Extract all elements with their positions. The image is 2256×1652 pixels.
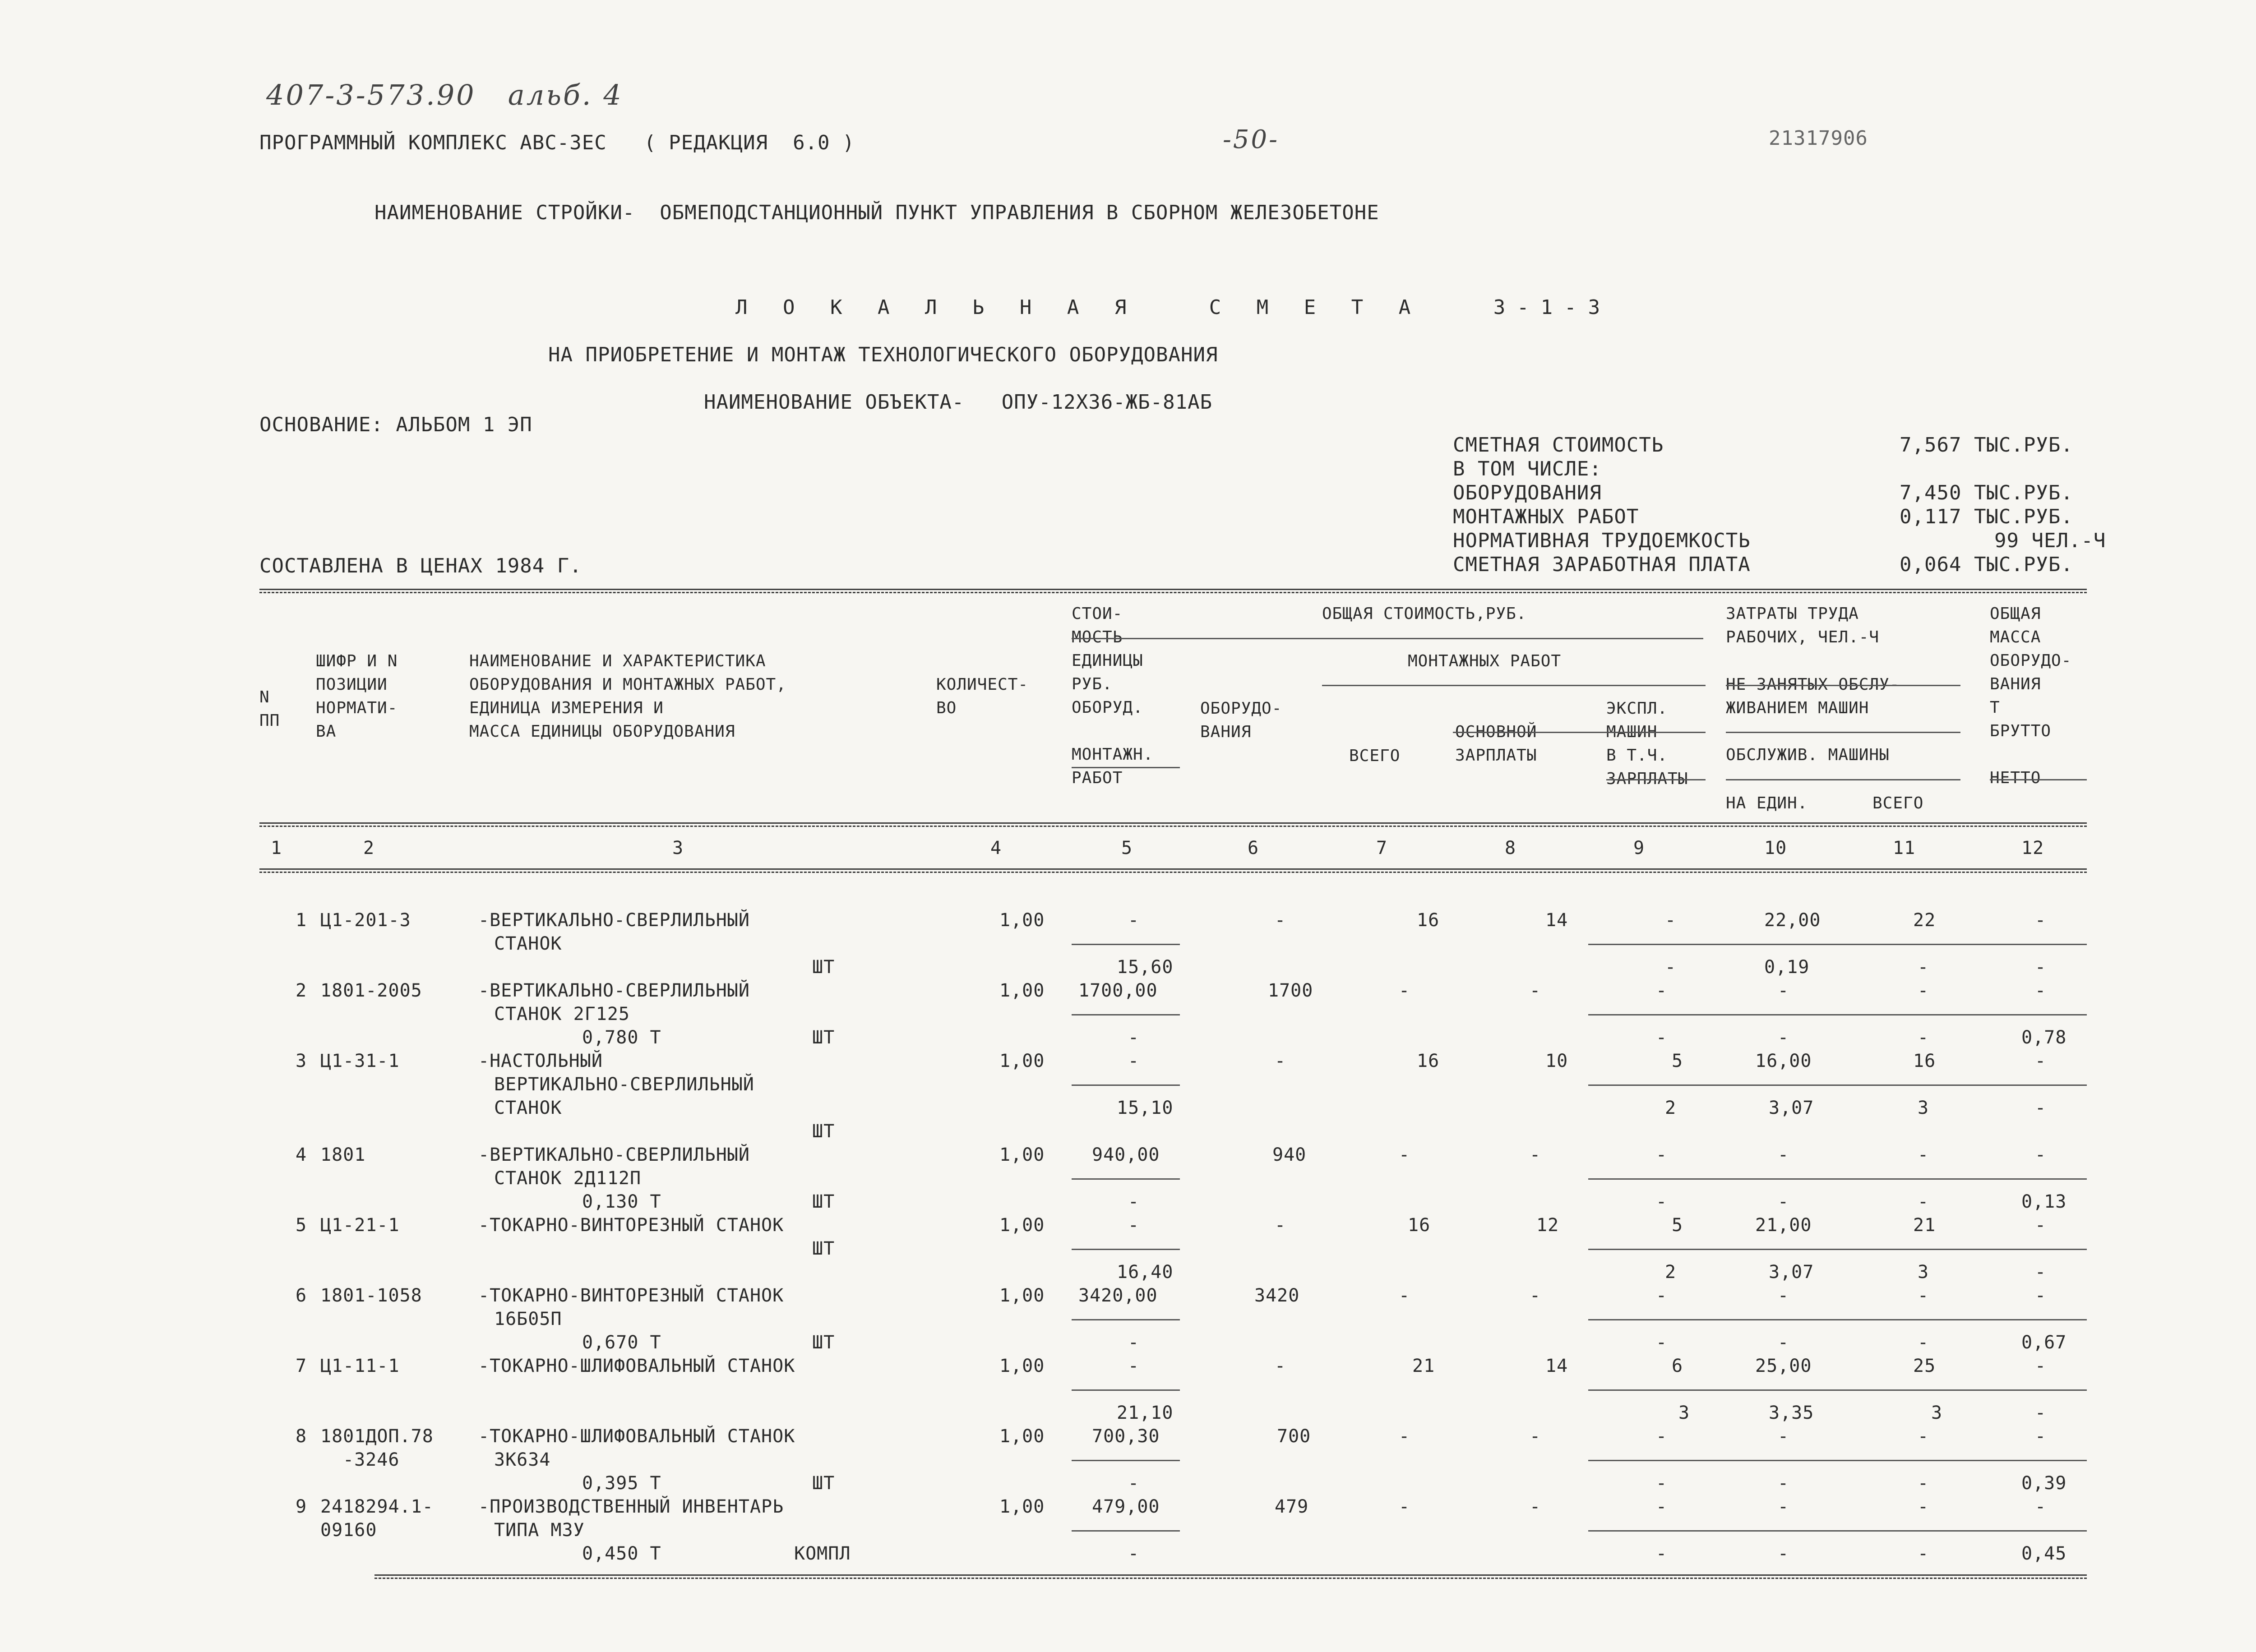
cell-divider bbox=[1072, 944, 1180, 945]
row-code: 1801-1058 bbox=[320, 1285, 422, 1306]
row-labor-total-machine: 3 bbox=[1918, 1262, 1929, 1283]
row-mass-gross: 0,39 bbox=[2021, 1473, 2067, 1494]
row-unit-cost-equipment: - bbox=[1128, 1356, 1140, 1376]
row-equipment-total: 3420 bbox=[1254, 1285, 1300, 1306]
header-bottom-rule-2 bbox=[259, 826, 2087, 827]
row-machines: - bbox=[1656, 1426, 1668, 1447]
row-equipment-total: 700 bbox=[1277, 1426, 1311, 1447]
col-number: 1 bbox=[271, 838, 282, 858]
header-col-3: НАИМЕНОВАНИЕ И ХАРАКТЕРИСТИКА ОБОРУДОВАНИЯ И МОНТАЖНЫХ РАБОТ, ЕДИНИЦА ИЗМЕРЕНИЯ И МАССА ЕДИНИЦЫ ОБОРУДОВАНИЯ bbox=[469, 652, 786, 741]
row-qty: 1,00 bbox=[999, 1215, 1045, 1236]
row-base-salary: 12 bbox=[1536, 1215, 1559, 1236]
row-labor-total-machine: - bbox=[1918, 1473, 1929, 1494]
row-mount-total: - bbox=[1399, 1496, 1410, 1517]
row-machines-salary: - bbox=[1656, 1473, 1668, 1494]
row-name: 16Б05П bbox=[494, 1309, 562, 1329]
header-rule bbox=[1726, 685, 1960, 686]
row-labor-total: 22 bbox=[1913, 910, 1936, 931]
cell-divider bbox=[1588, 1178, 2087, 1180]
row-labor-unit-machine: - bbox=[1778, 1191, 1789, 1212]
row-machines: - bbox=[1656, 1285, 1668, 1306]
row-machines: - bbox=[1656, 1144, 1668, 1165]
row-unit-cost-mount: - bbox=[1128, 1191, 1140, 1212]
row-name: -ТОКАРНО-ВИНТОРЕЗНЫЙ СТАНОК bbox=[478, 1285, 784, 1306]
row-labor-total-machine: - bbox=[1918, 1543, 1929, 1564]
header-rule bbox=[1726, 779, 1960, 780]
row-unit-cost-mount: - bbox=[1128, 1473, 1140, 1494]
row-mass-net: - bbox=[2035, 1144, 2047, 1165]
row-unit: ШТ bbox=[812, 1191, 835, 1212]
row-unit: ШТ bbox=[812, 1332, 835, 1353]
row-labor-total: - bbox=[1918, 1285, 1929, 1306]
row-unit-cost-equipment: 700,30 bbox=[1092, 1426, 1160, 1447]
row-qty: 1,00 bbox=[999, 1356, 1045, 1376]
estimate-title: Л О К А Л Ь Н А Я С М Е Т А 3-1-3 bbox=[735, 296, 1612, 319]
row-name: СТАНОК bbox=[494, 933, 562, 954]
row-unit: ШТ bbox=[812, 1473, 835, 1494]
row-unit-cost-equipment: 1700,00 bbox=[1078, 980, 1158, 1001]
row-labor-total: - bbox=[1918, 1496, 1929, 1517]
summary-label: ОБОРУДОВАНИЯ bbox=[1453, 481, 1602, 504]
row-machines-salary: 3 bbox=[1678, 1403, 1690, 1423]
row-number: 1 bbox=[296, 910, 307, 931]
table-bottom-rule-2 bbox=[374, 1578, 2087, 1579]
row-name: -НАСТОЛЬНЫЙ bbox=[478, 1051, 603, 1071]
row-number: 9 bbox=[296, 1496, 307, 1517]
row-name: СТАНОК 2Д112П bbox=[494, 1168, 642, 1189]
row-unit: ШТ bbox=[812, 1238, 835, 1259]
row-labor-unit-machine: 3,35 bbox=[1769, 1403, 1814, 1423]
col-number: 9 bbox=[1633, 838, 1645, 858]
row-labor-total-machine: - bbox=[1918, 1191, 1929, 1212]
cell-divider bbox=[1588, 1460, 2087, 1461]
row-equipment-total: 479 bbox=[1275, 1496, 1309, 1517]
construction-name: НАИМЕНОВАНИЕ СТРОЙКИ- ОБМЕПОДСТАНЦИОННЫЙ ПУНКТ УПРАВЛЕНИЯ В СБОРНОМ ЖЕЛЕЗОБЕТОНЕ bbox=[374, 201, 1379, 224]
row-labor-unit-machine: 3,07 bbox=[1769, 1262, 1814, 1283]
row-base-salary: 14 bbox=[1545, 910, 1568, 931]
row-unit-cost-mount: 16,40 bbox=[1117, 1262, 1174, 1283]
row-code: Ц1-21-1 bbox=[320, 1215, 400, 1236]
row-unit: КОМПЛ bbox=[794, 1543, 851, 1564]
row-mount-total: - bbox=[1399, 1285, 1410, 1306]
row-unit-cost-equipment: - bbox=[1128, 1051, 1140, 1071]
row-mass: 0,670 Т bbox=[582, 1332, 661, 1353]
row-number: 3 bbox=[296, 1051, 307, 1071]
row-mass-gross: - bbox=[2035, 910, 2047, 931]
row-labor-total-machine: - bbox=[1918, 957, 1929, 978]
row-machines: 6 bbox=[1672, 1356, 1683, 1376]
cell-divider bbox=[1072, 1014, 1180, 1015]
col-number: 6 bbox=[1248, 838, 1259, 858]
row-name: ТИПА МЗУ bbox=[494, 1520, 585, 1541]
row-mass-gross: - bbox=[2035, 1051, 2047, 1071]
row-labor-total-machine: 3 bbox=[1931, 1403, 1943, 1423]
row-labor-unit: 16,00 bbox=[1755, 1051, 1812, 1071]
row-name: -ВЕРТИКАЛЬНО-СВЕРЛИЛЬНЫЙ bbox=[478, 1144, 750, 1165]
header-rule bbox=[1606, 779, 1706, 780]
row-code: Ц1-201-3 bbox=[320, 910, 411, 931]
header-col-2: ШИФР И N ПОЗИЦИИ НОРМАТИ- ВА bbox=[316, 652, 398, 741]
row-mass: 0,780 Т bbox=[582, 1027, 661, 1048]
row-machines-salary: - bbox=[1656, 1027, 1668, 1048]
row-code: Ц1-11-1 bbox=[320, 1356, 400, 1376]
row-machines-salary: - bbox=[1656, 1543, 1668, 1564]
row-code-continued: 09160 bbox=[320, 1520, 377, 1541]
row-labor-total: 21 bbox=[1913, 1215, 1936, 1236]
row-mass-net: - bbox=[2035, 957, 2047, 978]
row-labor-total-machine: 3 bbox=[1918, 1098, 1929, 1118]
row-unit-cost-equipment: 479,00 bbox=[1092, 1496, 1160, 1517]
cell-divider bbox=[1072, 1084, 1180, 1086]
row-base-salary: 10 bbox=[1545, 1051, 1568, 1071]
summary-label: СМЕТНАЯ ЗАРАБОТНАЯ ПЛАТА bbox=[1453, 553, 1751, 576]
header-rule bbox=[1990, 779, 2087, 780]
col-number: 7 bbox=[1376, 838, 1388, 858]
row-mount-total: 16 bbox=[1408, 1215, 1431, 1236]
summary-value: 0,064 ТЫС.РУБ. bbox=[1900, 553, 2073, 576]
row-unit-cost-mount: - bbox=[1128, 1543, 1140, 1564]
summary-label: НОРМАТИВНАЯ ТРУДОЕМКОСТЬ bbox=[1453, 529, 1751, 552]
row-number: 8 bbox=[296, 1426, 307, 1447]
header-rule bbox=[1726, 732, 1960, 733]
row-base-salary: 14 bbox=[1545, 1356, 1568, 1376]
row-mount-total: - bbox=[1399, 1426, 1410, 1447]
row-mass-net: - bbox=[2035, 1426, 2047, 1447]
numbers-bottom-rule-2 bbox=[259, 872, 2087, 873]
row-mount-total: - bbox=[1399, 1144, 1410, 1165]
row-base-salary: - bbox=[1530, 1426, 1541, 1447]
handwritten-album-note: 407-3-573.90 альб. 4 bbox=[266, 78, 623, 111]
header-rule bbox=[1072, 638, 1703, 639]
row-base-salary: - bbox=[1530, 1285, 1541, 1306]
col-number: 3 bbox=[672, 838, 684, 858]
summary-label: СМЕТНАЯ СТОИМОСТЬ bbox=[1453, 434, 1664, 457]
row-machines: - bbox=[1656, 1496, 1668, 1517]
table-top-rule-2 bbox=[259, 592, 2087, 593]
row-mass-net: 0,45 bbox=[2021, 1543, 2067, 1564]
row-machines-salary: 2 bbox=[1665, 1098, 1677, 1118]
row-mount-total: 21 bbox=[1412, 1356, 1435, 1376]
header-rule bbox=[1453, 732, 1706, 733]
row-mass-gross: 0,67 bbox=[2021, 1332, 2067, 1353]
row-labor-unit: - bbox=[1778, 1285, 1789, 1306]
row-machines-salary: 2 bbox=[1665, 1262, 1677, 1283]
table-bottom-rule bbox=[374, 1574, 2087, 1576]
row-labor-total: - bbox=[1918, 980, 1929, 1001]
row-base-salary: - bbox=[1530, 1496, 1541, 1517]
row-code: 2418294.1- bbox=[320, 1496, 434, 1517]
row-machines: 5 bbox=[1672, 1215, 1683, 1236]
header-col-4: КОЛИЧЕСТ- ВО bbox=[936, 675, 1029, 717]
page-number: -50- bbox=[1223, 125, 1280, 154]
row-name: -ВЕРТИКАЛЬНО-СВЕРЛИЛЬНЫЙ bbox=[478, 980, 750, 1001]
row-name: -ПРОИЗВОДСТВЕННЫЙ ИНВЕНТАРЬ bbox=[478, 1496, 784, 1517]
program-line: ПРОГРАММНЫЙ КОМПЛЕКС АВС-ЗЕС ( РЕДАКЦИЯ 6.0 ) bbox=[259, 131, 855, 154]
row-labor-unit: 25,00 bbox=[1755, 1356, 1812, 1376]
row-mass-gross: 0,13 bbox=[2021, 1191, 2067, 1212]
cell-divider bbox=[1072, 1460, 1180, 1461]
row-mass-gross: - bbox=[2035, 1496, 2047, 1517]
row-base-salary: - bbox=[1530, 1144, 1541, 1165]
header-col-7: ВСЕГО bbox=[1349, 747, 1401, 765]
row-machines-salary: - bbox=[1665, 957, 1677, 978]
row-equipment-total: 1700 bbox=[1268, 980, 1313, 1001]
header-total-cost: ОБЩАЯ СТОИМОСТЬ,РУБ. bbox=[1322, 605, 1527, 623]
row-labor-total-machine: - bbox=[1918, 1332, 1929, 1353]
row-labor-total: 25 bbox=[1913, 1356, 1936, 1376]
cell-divider bbox=[1588, 1249, 2087, 1250]
row-mass-gross: - bbox=[2035, 1356, 2047, 1376]
row-name: -ВЕРТИКАЛЬНО-СВЕРЛИЛЬНЫЙ bbox=[478, 910, 750, 931]
summary-label: МОНТАЖНЫХ РАБОТ bbox=[1453, 505, 1639, 528]
row-number: 7 bbox=[296, 1356, 307, 1376]
cell-divider bbox=[1588, 1389, 2087, 1391]
row-qty: 1,00 bbox=[999, 1426, 1045, 1447]
cell-divider bbox=[1072, 1530, 1180, 1532]
row-unit-cost-mount: 15,10 bbox=[1117, 1098, 1174, 1118]
row-machines: - bbox=[1656, 980, 1668, 1001]
row-labor-unit: 22,00 bbox=[1764, 910, 1821, 931]
row-qty: 1,00 bbox=[999, 1496, 1045, 1517]
header-col-11: ВСЕГО bbox=[1872, 794, 1924, 812]
row-equipment-total: - bbox=[1275, 1215, 1286, 1236]
row-name: -ТОКАРНО-ШЛИФОВАЛЬНЫЙ СТАНОК bbox=[478, 1356, 795, 1376]
row-qty: 1,00 bbox=[999, 980, 1045, 1001]
col-number: 4 bbox=[990, 838, 1002, 858]
cell-divider bbox=[1072, 1389, 1180, 1391]
summary-label: В ТОМ ЧИСЛЕ: bbox=[1453, 457, 1602, 480]
row-labor-unit: - bbox=[1778, 1496, 1789, 1517]
row-mass: 0,130 Т bbox=[582, 1191, 661, 1212]
row-unit: ШТ bbox=[812, 1121, 835, 1142]
row-mass-net: - bbox=[2035, 1262, 2047, 1283]
row-unit-cost-equipment: - bbox=[1128, 1215, 1140, 1236]
row-machines: 5 bbox=[1672, 1051, 1683, 1071]
row-labor-unit-machine: - bbox=[1778, 1332, 1789, 1353]
col-number: 8 bbox=[1505, 838, 1516, 858]
row-unit-cost-mount: 21,10 bbox=[1117, 1403, 1174, 1423]
row-mass-net: - bbox=[2035, 1285, 2047, 1306]
col-number: 5 bbox=[1121, 838, 1133, 858]
row-unit: ШТ bbox=[812, 1027, 835, 1048]
header-labor-sub: НЕ ЗАНЯТЫХ ОБСЛУ- ЖИВАНИЕМ МАШИН ОБСЛУЖИВ. МАШИНЫ bbox=[1726, 675, 1900, 764]
header-col-10: НА ЕДИН. bbox=[1726, 794, 1808, 812]
row-mass: 0,450 Т bbox=[582, 1543, 661, 1564]
table-top-rule bbox=[259, 589, 2087, 590]
header-col-6: ОБОРУДО- ВАНИЯ bbox=[1200, 699, 1282, 741]
estimate-subtitle: НА ПРИОБРЕТЕНИЕ И МОНТАЖ ТЕХНОЛОГИЧЕСКОГО ОБОРУДОВАНИЯ bbox=[548, 343, 1218, 366]
col-number: 10 bbox=[1764, 838, 1787, 858]
row-mass-net: - bbox=[2035, 1403, 2047, 1423]
row-mount-total: 16 bbox=[1417, 1051, 1440, 1071]
row-code: 1801 bbox=[320, 1144, 366, 1165]
numbers-bottom-rule bbox=[259, 868, 2087, 870]
row-labor-unit-machine: - bbox=[1778, 1027, 1789, 1048]
row-labor-unit: - bbox=[1778, 980, 1789, 1001]
row-code: 1801-2005 bbox=[320, 980, 422, 1001]
cell-divider bbox=[1072, 1178, 1180, 1180]
row-mount-total: - bbox=[1399, 980, 1410, 1001]
row-machines: - bbox=[1665, 910, 1677, 931]
header-col-9: ЭКСПЛ. МАШИН В Т.Ч. ЗАРПЛАТЫ bbox=[1606, 699, 1688, 788]
row-mass: 0,395 Т bbox=[582, 1473, 661, 1494]
row-unit-cost-mount: - bbox=[1128, 1332, 1140, 1353]
row-unit-cost-equipment: 940,00 bbox=[1092, 1144, 1160, 1165]
row-unit: ШТ bbox=[812, 957, 835, 978]
cell-divider bbox=[1072, 1319, 1180, 1320]
row-qty: 1,00 bbox=[999, 1144, 1045, 1165]
row-qty: 1,00 bbox=[999, 1051, 1045, 1071]
row-name: -ТОКАРНО-ВИНТОРЕЗНЫЙ СТАНОК bbox=[478, 1215, 784, 1236]
row-labor-unit-machine: 0,19 bbox=[1764, 957, 1810, 978]
row-labor-total: - bbox=[1918, 1144, 1929, 1165]
header-mount-works: МОНТАЖНЫХ РАБОТ bbox=[1408, 652, 1562, 670]
object-name: НАИМЕНОВАНИЕ ОБЪЕКТА- ОПУ-12Х36-ЖБ-81АБ bbox=[704, 391, 1213, 414]
row-mass-gross: - bbox=[2035, 1215, 2047, 1236]
row-base-salary: - bbox=[1530, 980, 1541, 1001]
row-labor-unit-machine: 3,07 bbox=[1769, 1098, 1814, 1118]
summary-value: 99 ЧЕЛ.-Ч bbox=[1994, 529, 2106, 552]
cell-divider bbox=[1072, 1249, 1180, 1250]
row-mass-net: - bbox=[2035, 980, 2047, 1001]
row-labor-unit: - bbox=[1778, 1144, 1789, 1165]
row-labor-unit: 21,00 bbox=[1755, 1215, 1812, 1236]
header-bottom-rule bbox=[259, 822, 2087, 824]
row-number: 6 bbox=[296, 1285, 307, 1306]
row-code-continued: -3246 bbox=[343, 1449, 400, 1470]
summary-value: 0,117 ТЫС.РУБ. bbox=[1900, 505, 2073, 528]
row-machines-salary: - bbox=[1656, 1191, 1668, 1212]
row-name: -ТОКАРНО-ШЛИФОВАЛЬНЫЙ СТАНОК bbox=[478, 1426, 795, 1447]
row-mass-net: - bbox=[2035, 1098, 2047, 1118]
row-labor-unit: - bbox=[1778, 1426, 1789, 1447]
row-name: СТАНОК bbox=[494, 1098, 562, 1118]
row-labor-total-machine: - bbox=[1918, 1027, 1929, 1048]
row-name: СТАНОК 2Г125 bbox=[494, 1004, 630, 1024]
doc-number: 21317906 bbox=[1769, 127, 1868, 150]
col-number: 12 bbox=[2021, 838, 2044, 858]
row-name: 3К634 bbox=[494, 1449, 551, 1470]
cell-divider bbox=[1588, 1530, 2087, 1532]
row-unit-cost-mount: - bbox=[1128, 1027, 1140, 1048]
row-qty: 1,00 bbox=[999, 1285, 1045, 1306]
row-code: 1801ДОП.78 bbox=[320, 1426, 434, 1447]
prices-basis: СОСТАВЛЕНА В ЦЕНАХ 1984 Г. bbox=[259, 554, 582, 577]
row-mount-total: 16 bbox=[1417, 910, 1440, 931]
row-number: 5 bbox=[296, 1215, 307, 1236]
row-equipment-total: - bbox=[1275, 910, 1286, 931]
row-labor-unit-machine: - bbox=[1778, 1473, 1789, 1494]
row-labor-total: 16 bbox=[1913, 1051, 1936, 1071]
col-number: 2 bbox=[363, 838, 375, 858]
header-rule bbox=[1322, 685, 1706, 686]
row-equipment-total: - bbox=[1275, 1356, 1286, 1376]
header-col-12: ОБЩАЯ МАССА ОБОРУДО- ВАНИЯ Т БРУТТО НЕТТО bbox=[1990, 605, 2072, 787]
header-rule bbox=[1072, 767, 1180, 768]
row-unit-cost-equipment: - bbox=[1128, 910, 1140, 931]
row-unit-cost-equipment: 3420,00 bbox=[1078, 1285, 1158, 1306]
col-number: 11 bbox=[1893, 838, 1916, 858]
row-equipment-total: 940 bbox=[1272, 1144, 1307, 1165]
row-number: 4 bbox=[296, 1144, 307, 1165]
summary-value: 7,450 ТЫС.РУБ. bbox=[1900, 481, 2073, 504]
header-labor: ЗАТРАТЫ ТРУДА РАБОЧИХ, ЧЕЛ.-Ч bbox=[1726, 605, 1880, 646]
cell-divider bbox=[1588, 1319, 2087, 1320]
cell-divider bbox=[1588, 1084, 2087, 1086]
row-name: ВЕРТИКАЛЬНО-СВЕРЛИЛЬНЫЙ bbox=[494, 1074, 754, 1095]
row-mass-gross: 0,78 bbox=[2021, 1027, 2067, 1048]
basis: ОСНОВАНИЕ: АЛЬБОМ 1 ЭП bbox=[259, 413, 532, 436]
row-unit-cost-mount: 15,60 bbox=[1117, 957, 1174, 978]
header-col-8: ОСНОВНОЙ ЗАРПЛАТЫ bbox=[1455, 723, 1537, 765]
summary-value: 7,567 ТЫС.РУБ. bbox=[1900, 434, 2073, 457]
row-qty: 1,00 bbox=[999, 910, 1045, 931]
header-col-5: СТОИ- МОСТЬ ЕДИНИЦЫ РУБ. ОБОРУД. МОНТАЖН. РАБОТ bbox=[1072, 605, 1154, 787]
row-machines-salary: - bbox=[1656, 1332, 1668, 1353]
row-labor-unit-machine: - bbox=[1778, 1543, 1789, 1564]
row-code: Ц1-31-1 bbox=[320, 1051, 400, 1071]
row-labor-total: - bbox=[1918, 1426, 1929, 1447]
row-equipment-total: - bbox=[1275, 1051, 1286, 1071]
cell-divider bbox=[1588, 944, 2087, 945]
cell-divider bbox=[1588, 1014, 2087, 1015]
row-number: 2 bbox=[296, 980, 307, 1001]
header-col-1: N ПП bbox=[259, 688, 280, 730]
